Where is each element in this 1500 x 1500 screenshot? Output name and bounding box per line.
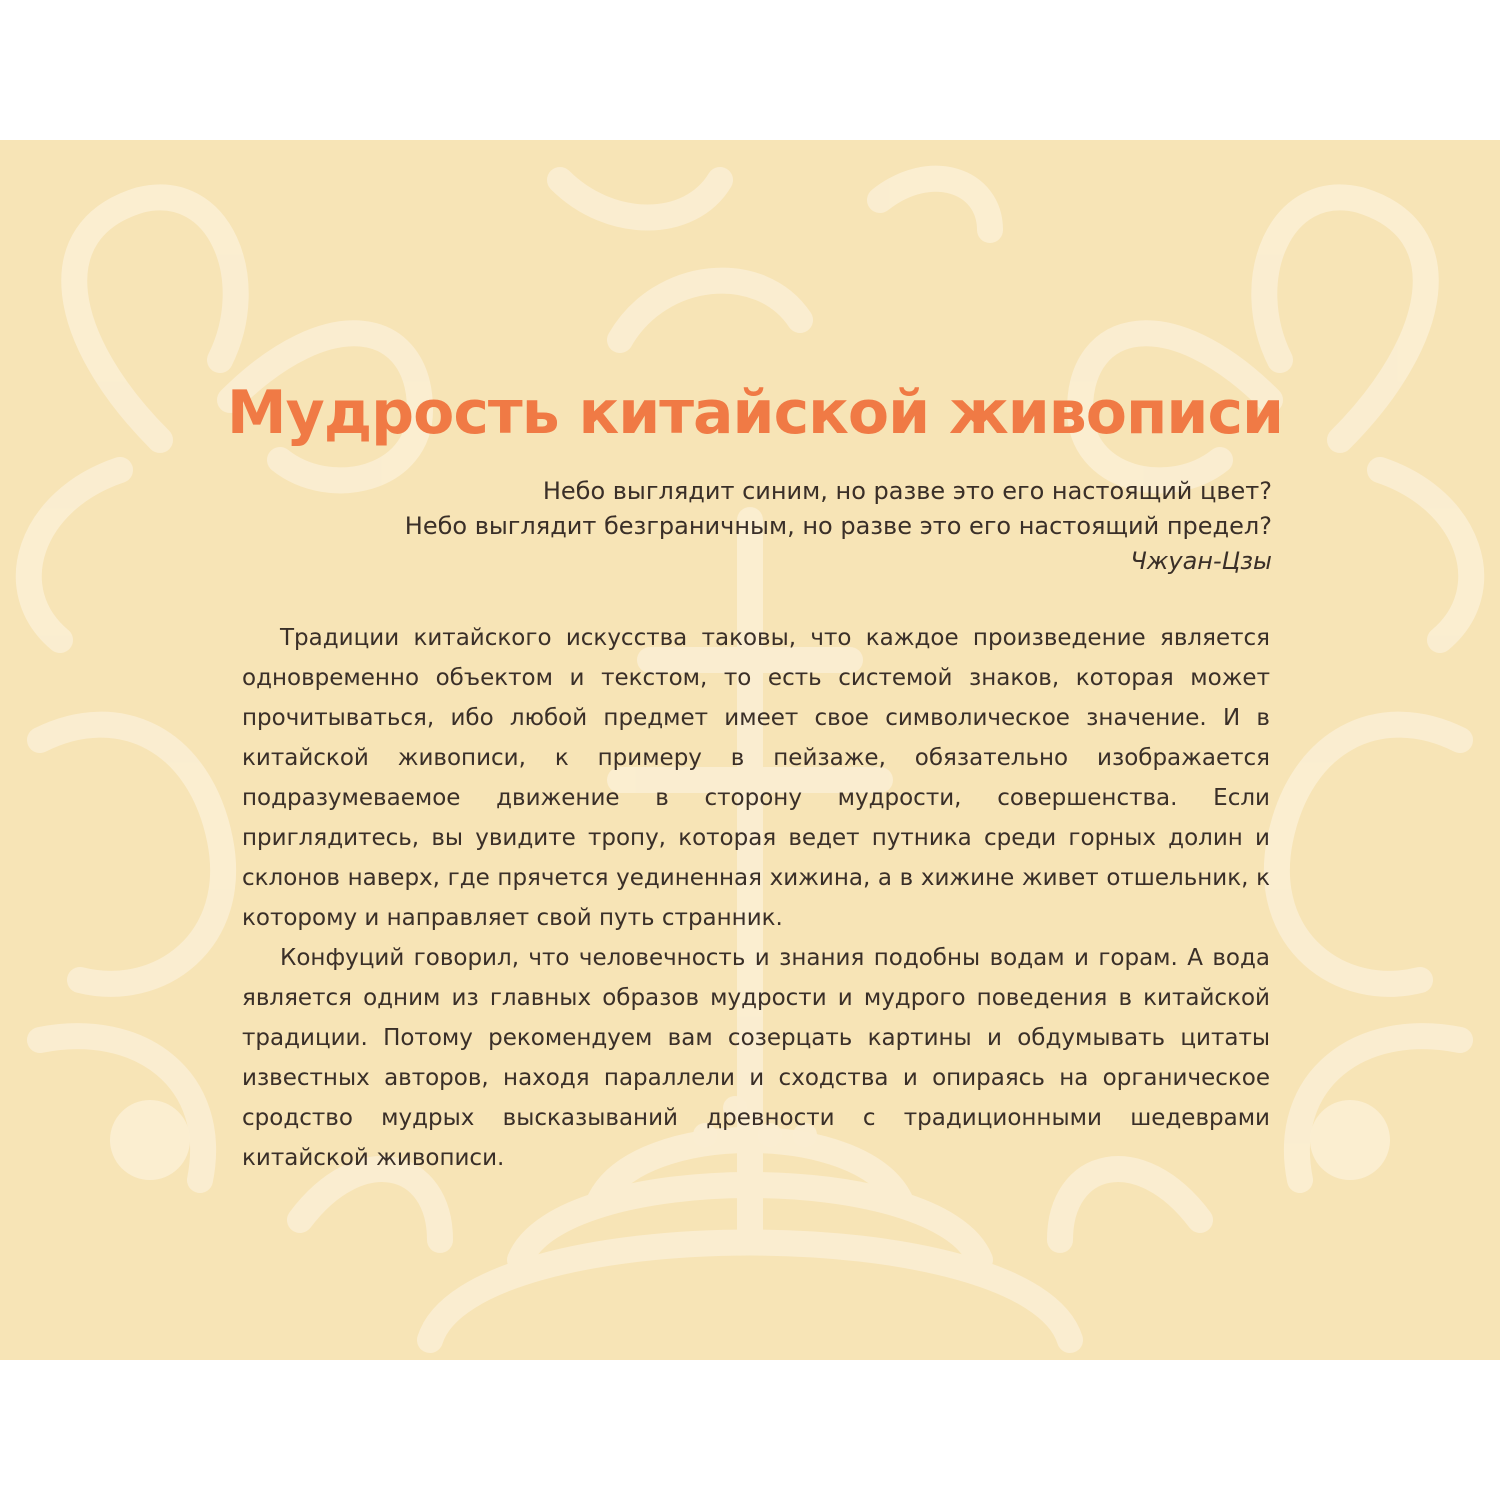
page-content <box>0 140 1500 1360</box>
epigraph-author: Чжуан-Цзы <box>1130 547 1272 575</box>
paragraph: Традиции китайского искусства таковы, что каждое произведение является одновременно объектом и текстом, то есть системой знаков, которая может прочитываться, ибо любой предмет имеет свое символическое значение. И в китайской живописи, к примеру в пейзаже, обязательно изображается подразумеваемое движение в сторону мудрости, совершенства. Если приглядитесь, вы увидите тропу, которая ведет путника среди горных долин и склонов наверх, где прячется уединенная хижина, а в хижине живет отшельник, к которому и направляет свой путь странник. <box>242 625 1270 931</box>
page-title: Мудрость китайской живописи <box>226 378 1284 448</box>
epigraph-line: Небо выглядит синим, но разве это его настоящий цвет? <box>542 477 1272 505</box>
book-page <box>0 140 1500 1360</box>
epigraph-line: Небо выглядит безграничным, но разве это его настоящий предел? <box>404 512 1272 540</box>
epigraph <box>172 474 1272 579</box>
body-text <box>242 618 1270 1178</box>
paragraph: Конфуций говорил, что человечность и знания подобны водам и горам. А вода является одним из главных образов мудрости и мудрого поведения в китайской традиции. Потому рекомендуем вам созерцать картины и обдумывать цитаты известных авторов, находя параллели и сходства и опираясь на органическое сродство мудрых высказываний древности с традиционными шедеврами китайской живописи. <box>242 945 1270 1171</box>
